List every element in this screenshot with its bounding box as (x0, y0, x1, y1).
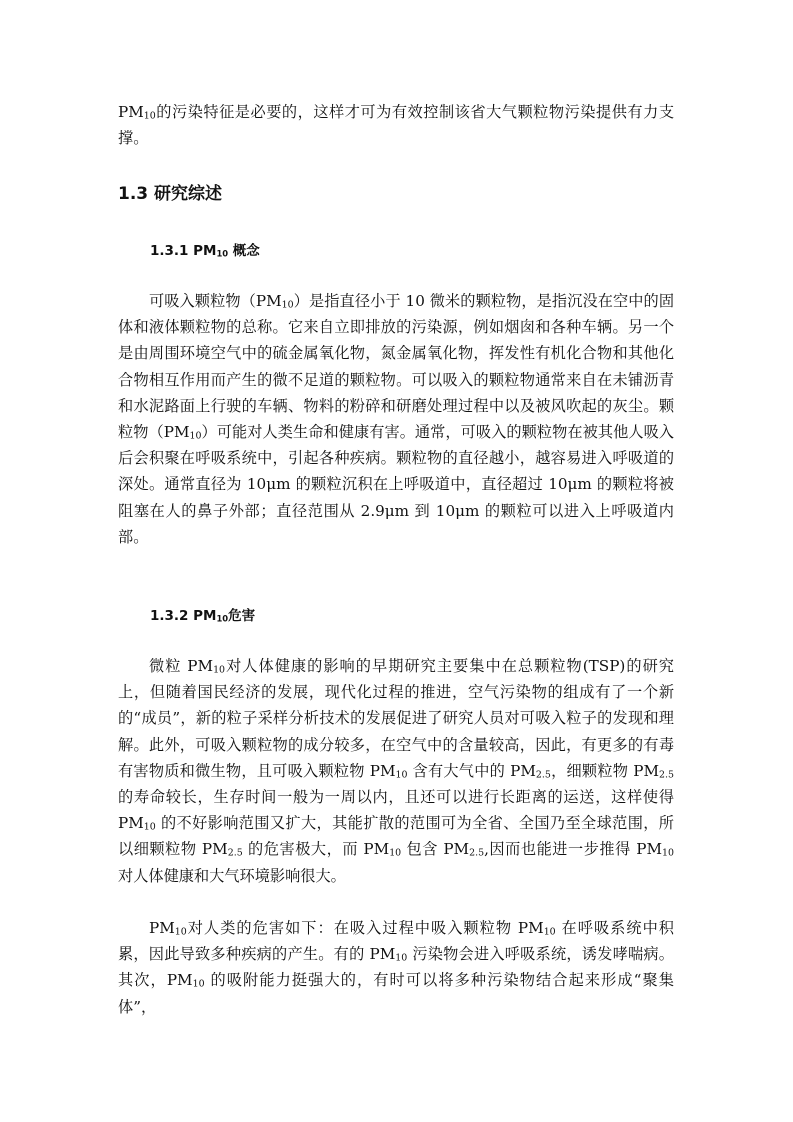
harm-paragraph-1: 微粒 $PM_{10}$对人体健康的影响的早期研究主要集中在总颗粒物(TSP)的研究上，但随着国民经济的发展，现代化过程的推进，空气污染物的组成有了一个新的“成员”，新的粒子采样分析技术的发展促进了研究人员对可吸入粒子的发现和理解。此外，可吸入颗粒物的成分较多，在空气中的含量较高，因此，有更多的有毒有害物质和微生物，且可吸入颗粒物 $PM_{10}$ 含有大气中的 $PM_{2.5}$，细颗粒物 $PM_{2.5}$ 的寿命较长，生存时间一般为一周以内，且还可以进行长距离的运送，这样使得 $PM_{10}$ 的不好影响范围又扩大，其能扩散的范围可为全省、全国乃至全球范围，所以细颗粒物 $PM_{2.5}$ 的危害极大，而 $PM_{10}$ 包含 $PM_{2.5}$,因而也能进一步推得 $PM_{10}$ 对人体健康和大气环境影响很大。 (118, 657, 674, 885)
subsection-heading-1-3-1: 1.3.1 $PM_{10}$ 概念 (150, 243, 260, 259)
intro-paragraph: $PM_{10}$的污染特征是必要的，这样才可为有效控制该省大气颗粒物污染提供有力支撑。 (118, 103, 674, 148)
section-heading-1-3: 1.3 研究综述 (118, 184, 223, 204)
harm-paragraph-2: $PM_{10}$对人类的危害如下：在吸入过程中吸入颗粒物 $PM_{10}$ 在呼吸系统中积累，因此导致多种疾病的产生。有的 $PM_{10}$ 污染物会进入呼吸系统，诱发哮喘病。其次，$PM_{10}$ 的吸附能力挺强大的，有时可以将多种污染物结合起来形成“聚集体”， (118, 919, 674, 1016)
concept-paragraph: 可吸入颗粒物$(PM_{10})$是指直径小于 10 微米的颗粒物，是指沉没在空中的固体和液体颗粒物的总称。它来自立即排放的污染源，例如烟囱和各种车辆。另一个是由周围环境空气中的硫金属氧化物，氮金属氧化物，挥发性有机化合物和其他化合物相互作用而产生的微不足道的颗粒物。可以吸入的颗粒物通常来自在未铺沥青和水泥路面上行驶的车辆、物料的粉碎和研磨处理过程中以及被风吹起的灰尘。颗粒物$(PM_{10})$可能对人类生命和健康有害。通常，可吸入的颗粒物在被其他人吸入后会积聚在呼吸系统中，引起各种疾病。颗粒物的直径越小，越容易进入呼吸道的深处。通常直径为 10μm 的颗粒沉积在上呼吸道中，直径超过 10μm 的颗粒将被阻塞在人的鼻子外部；直径范围从 2.9μm 到 10μm 的颗粒可以进入上呼吸道内部。 (118, 292, 675, 546)
subsection-heading-1-3-2: 1.3.2 $PM_{10}$危害 (150, 608, 256, 624)
